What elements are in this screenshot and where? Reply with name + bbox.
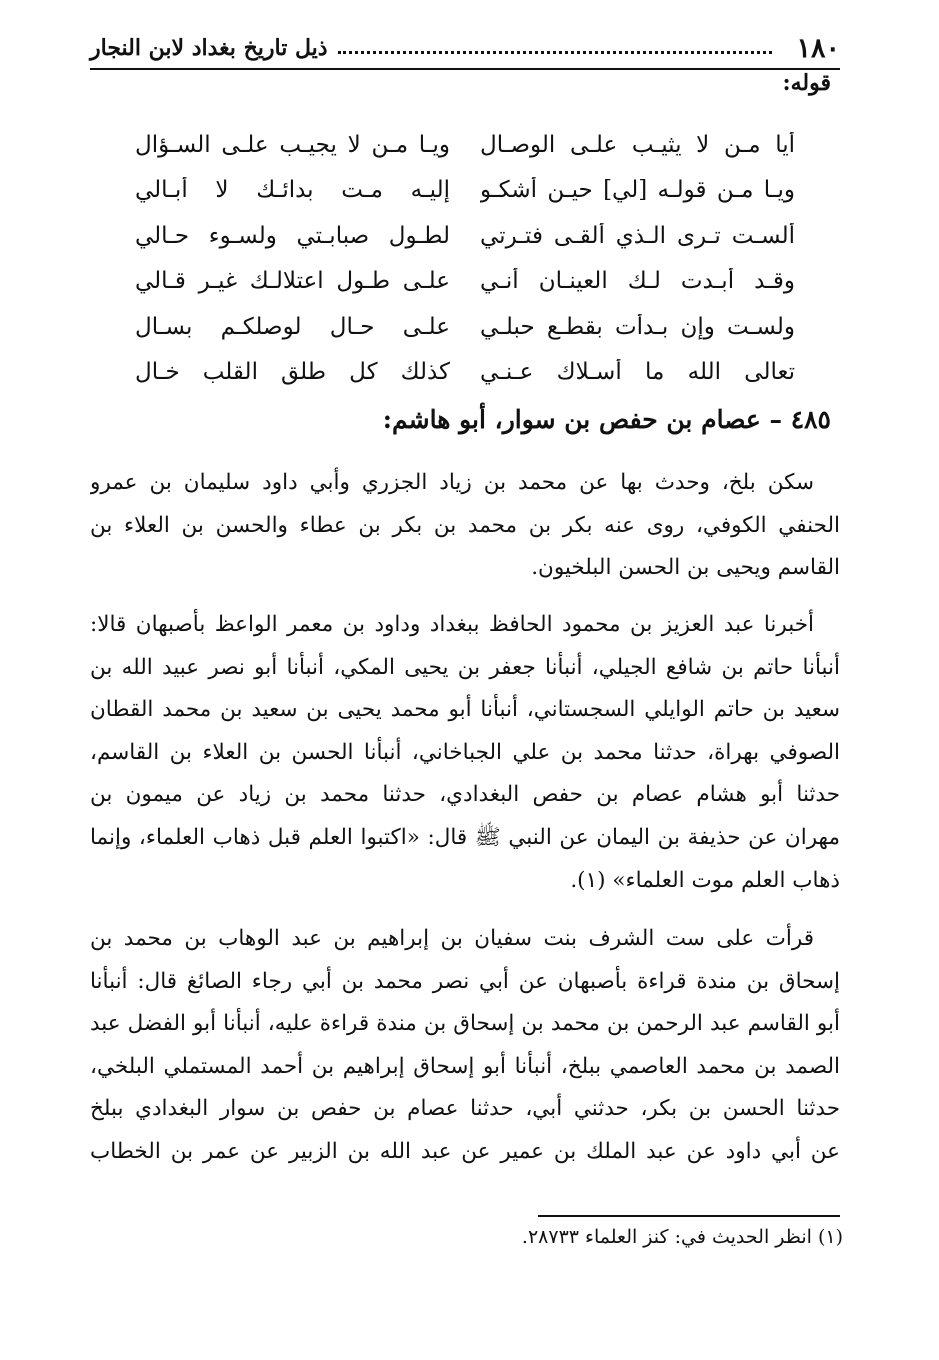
poem-verse — [135, 168, 795, 214]
text-line: أبو القاسم عبد الرحمن بن محمد بن إسحاق بن مندة قراءة عليه، أنبأنا أبو الفضل عبد — [90, 1011, 840, 1037]
text-line: الصوفي بهراة، حدثنا محمد بن علي الجباخاني، أنبأنا الحسن بن العلاء بن القاسم، — [90, 739, 840, 765]
text-line: الحنفي الكوفي، روى عنه بكر بن محمد بن بكر بن عطاء والحسن بن العلاء بن — [90, 512, 840, 538]
text-line: أنبأنا حاتم بن شافع الجيلي، أنبأنا جعفر بن يحيى المكي، أنبأنا أبو نصر عبيد الله بن — [90, 654, 840, 680]
verse-first-hemistich: ألسـت تـرى الـذي ألقـى فتـرتي — [480, 222, 795, 249]
page-header — [90, 28, 840, 70]
verse-second-hemistich: ويـا مـن لا يجيـب علـى السـؤال — [135, 131, 450, 158]
verse-second-hemistich: علـى حـال لوصلكـم بسـال — [135, 313, 450, 340]
running-title: ذيل تاريخ بغداد لابن النجار — [90, 35, 328, 61]
verse-first-hemistich: ولسـت وإن بـدأت بقطـع حبلـي — [480, 313, 795, 340]
text-line: ذهاب العلم موت العلماء» (١). — [570, 867, 840, 893]
header-dot-leader — [338, 51, 773, 54]
text-line: إسحاق بن مندة قراءة بأصبهان عن أبي نصر محمد بن أبي رجاء الصائغ قال: أنبأنا — [90, 968, 840, 994]
poem-verse — [135, 122, 795, 168]
poem-verse — [135, 259, 795, 305]
poem-verse — [135, 304, 795, 350]
text-line: سعيد بن حاتم الوايلي السجستاني، أنبأنا أبو محمد يحيى بن سعيد بن محمد القطان — [90, 697, 840, 723]
text-line: القاسم ويحيى بن الحسن البلخيون. — [531, 555, 840, 581]
paragraph-hadith-chain — [90, 604, 840, 902]
footnote-divider — [538, 1215, 840, 1217]
verse-second-hemistich: كذلك كل طلق القلب خـال — [135, 359, 450, 386]
poem — [135, 122, 795, 395]
verse-second-hemistich: إليـه مـت بدائـك لا أبـالي — [135, 177, 450, 204]
page-number: ١٨٠ — [796, 32, 840, 64]
text-line: سكن بلخ، وحدث بها عن محمد بن زياد الجزري وأبي داود سليمان بن عمرو — [90, 470, 814, 495]
text-line: حدثنا الحسن بن بكر، حدثني أبي، حدثنا عصام بن حفص بن سوار البغدادي ببلخ — [90, 1096, 840, 1122]
verse-second-hemistich: علـى طـول اعتلالـك غيـر قـالي — [135, 268, 450, 295]
poem-verse — [135, 213, 795, 259]
text-line: عن أبي داود عن عبد الملك بن عمير عن عبد الله بن الزبير عن عمر بن الخطاب — [90, 1138, 840, 1164]
verse-first-hemistich: وقـد أبـدت لـك العينـان أنـي — [480, 268, 795, 295]
verse-first-hemistich: تعالى الله ما أسـلاك عـنـي — [480, 359, 795, 386]
text-line: مهران عن حذيفة بن اليمان عن النبي ﷺ قال: «اكتبوا العلم قبل ذهاب العلماء، وإنما — [90, 824, 840, 850]
footnote: (١) انظر الحديث في: كنز العلماء ٢٨٧٣٣. — [521, 1226, 843, 1248]
verse-second-hemistich: لطـول صبابـتي ولسـوء حـالي — [135, 222, 450, 249]
text-line: أخبرنا عبد العزيز بن محمود الحافظ ببغداد وداود بن معمر الواعظ بأصبهان قالا: — [90, 612, 814, 637]
text-line: الصمد بن محمد العاصمي ببلخ، أنبأنا أبو إسحاق إبراهيم بن أحمد المستملي البلخي، — [90, 1053, 840, 1079]
text-line: قرأت على ست الشرف بنت سفيان بن إبراهيم بن عبد الوهاب بن محمد بن — [90, 926, 814, 951]
verse-first-hemistich: أيا مـن لا يثيـب علـى الوصـال — [480, 131, 795, 158]
paragraph-reading-chain — [90, 918, 840, 1174]
paragraph-biography — [90, 462, 840, 590]
poem-intro: قوله: — [782, 70, 831, 96]
verse-first-hemistich: ويـا مـن قولـه [لي] حيـن أشكـو — [480, 177, 795, 204]
text-line: حدثنا أبو هشام عصام بن حفص البغدادي، حدثنا محمد بن زياد عن ميمون بن — [90, 782, 840, 808]
poem-verse — [135, 350, 795, 396]
entry-heading: ٤٨٥ – عصام بن حفص بن سوار، أبو هاشم: — [382, 405, 831, 434]
